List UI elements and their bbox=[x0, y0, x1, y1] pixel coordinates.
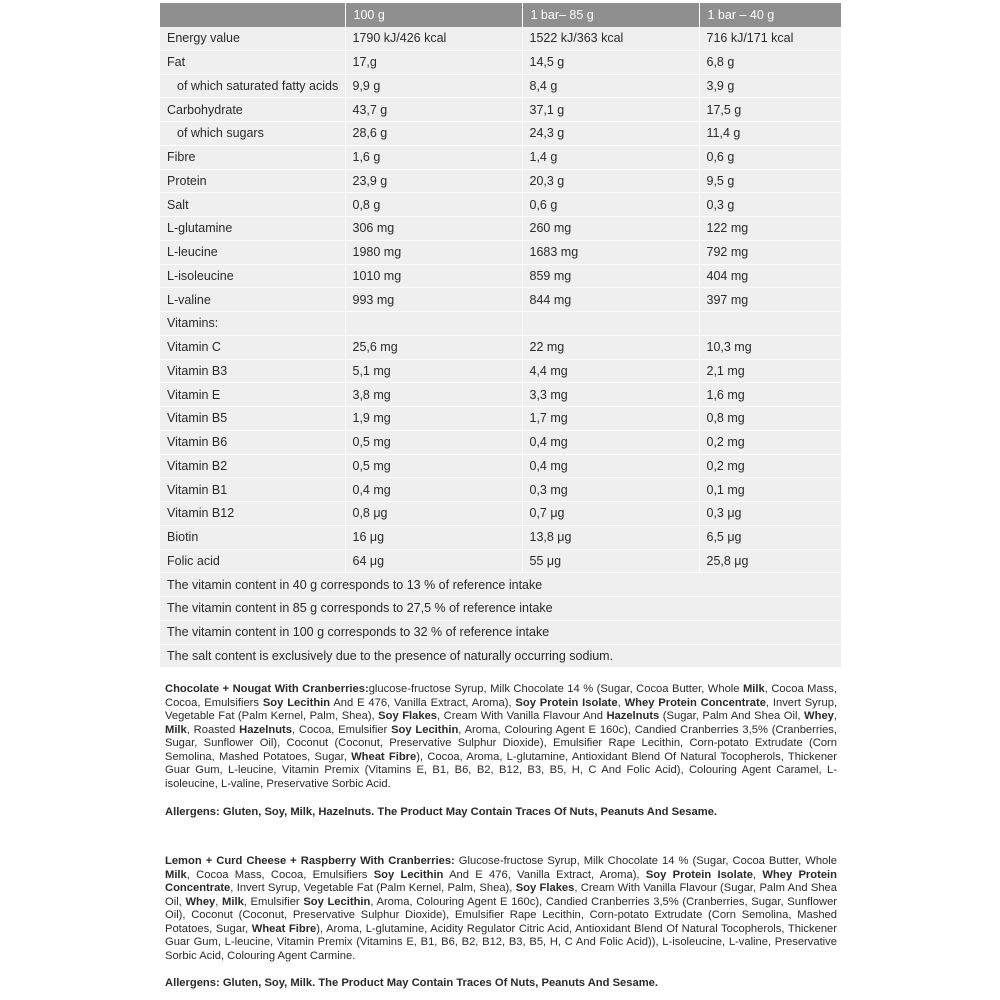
note-row bbox=[160, 573, 841, 597]
value-100g: 23,9 g bbox=[345, 169, 522, 193]
ingredient-highlight: Soy Lecithin bbox=[391, 723, 459, 736]
ingredient-highlight: Soy Flakes bbox=[378, 710, 438, 722]
value-100g: 993 mg bbox=[345, 288, 522, 312]
ingredient-text: , Invert Syrup, Vegetable Fat (Palm Kernel, Palm, Shea), bbox=[165, 696, 838, 722]
value-85g: 24,3 g bbox=[522, 122, 699, 146]
value-40g: 397 mg bbox=[699, 288, 841, 312]
table-row bbox=[160, 335, 841, 359]
value-100g: 0,8 g bbox=[345, 193, 522, 217]
table-row bbox=[160, 383, 841, 407]
nutrition-table bbox=[160, 3, 842, 668]
value-85g: 0,4 mg bbox=[522, 454, 699, 478]
value-100g: 1,6 g bbox=[345, 145, 522, 169]
table-row bbox=[160, 407, 841, 431]
value-40g: 2,1 mg bbox=[699, 359, 841, 383]
value-100g: 64 μg bbox=[345, 549, 522, 573]
value-40g: 404 mg bbox=[699, 264, 841, 288]
ingredient-text: , Aroma, Colouring Agent E 160c), Candied Cranberries 3,5% (Cranberries, Sugar, Sunflower Oil), Coconut (Coconut, Preservative Sulphur Dioxide), Emulsifier Rape Lecithin, Corn-potato Extrudate (Corn Semolina, Mashed Potatoes, Sugar, bbox=[165, 723, 838, 763]
row-label: Vitamin B1 bbox=[160, 478, 345, 502]
row-label: Biotin bbox=[160, 525, 345, 549]
ingredient-highlight: Lemon + Curd Cheese + Raspberry With Cranberries: bbox=[165, 855, 455, 867]
row-label: L-valine bbox=[160, 288, 345, 312]
ingredient-highlight: Hazelnuts bbox=[606, 710, 660, 722]
ingredient-text: , Cream With Vanilla Flavour And bbox=[437, 710, 607, 722]
value-40g: 9,5 g bbox=[699, 169, 841, 193]
table-row bbox=[160, 240, 841, 264]
table-row bbox=[160, 454, 841, 478]
ingredient-text: , Emulsifier bbox=[243, 895, 304, 908]
table-row bbox=[160, 145, 841, 169]
table-note: The salt content is exclusively due to the presence of naturally occurring sodium. bbox=[160, 644, 841, 668]
value-100g: 3,8 mg bbox=[345, 383, 522, 407]
value-40g: 0,2 mg bbox=[699, 454, 841, 478]
ingredient-text: , bbox=[833, 710, 837, 722]
row-label: Vitamin E bbox=[160, 383, 345, 407]
ingredient-text: , Invert Syrup, Vegetable Fat (Palm Kernel, Palm, Shea), bbox=[230, 882, 516, 894]
row-label: of which saturated fatty acids bbox=[160, 74, 345, 98]
value-40g: 792 mg bbox=[699, 240, 841, 264]
value-85g: 14,5 g bbox=[522, 50, 699, 74]
value-40g: 0,6 g bbox=[699, 145, 841, 169]
value-85g: 4,4 mg bbox=[522, 359, 699, 383]
value-85g: 0,6 g bbox=[522, 193, 699, 217]
value-100g: 0,8 μg bbox=[345, 502, 522, 526]
row-label: Carbohydrate bbox=[160, 98, 345, 122]
ingredient-highlight: Wheat Fibre bbox=[251, 922, 317, 935]
table-row bbox=[160, 193, 841, 217]
value-40g bbox=[699, 312, 841, 336]
value-85g: 8,4 g bbox=[522, 74, 699, 98]
value-100g: 16 μg bbox=[345, 525, 522, 549]
table-row bbox=[160, 169, 841, 193]
value-40g: 17,5 g bbox=[699, 98, 841, 122]
value-100g: 0,4 mg bbox=[345, 478, 522, 502]
table-row bbox=[160, 122, 841, 146]
value-85g: 0,7 μg bbox=[522, 502, 699, 526]
value-40g: 0,1 mg bbox=[699, 478, 841, 502]
table-row bbox=[160, 288, 841, 312]
ingredient-highlight: Milk bbox=[165, 723, 187, 736]
ingredient-text: (Sugar, Palm And Shea Oil, bbox=[659, 710, 805, 722]
table-row bbox=[160, 50, 841, 74]
value-85g: 844 mg bbox=[522, 288, 699, 312]
row-label: Vitamin C bbox=[160, 335, 345, 359]
value-85g: 1683 mg bbox=[522, 240, 699, 264]
value-100g: 17,g bbox=[345, 50, 522, 74]
value-100g: 1,9 mg bbox=[345, 407, 522, 431]
table-row bbox=[160, 549, 841, 573]
value-40g: 122 mg bbox=[699, 217, 841, 241]
header-85g: 1 bar– 85 g bbox=[522, 3, 699, 27]
value-40g: 716 kJ/171 kcal bbox=[699, 27, 841, 50]
ingredient-text: , bbox=[215, 895, 223, 908]
ingredient-highlight: Milk bbox=[222, 895, 244, 908]
value-40g: 11,4 g bbox=[699, 122, 841, 146]
value-85g bbox=[522, 312, 699, 336]
table-row bbox=[160, 525, 841, 549]
ingredient-text: And E 476, Vanilla Extract, Aroma), bbox=[443, 868, 646, 881]
table-row bbox=[160, 430, 841, 454]
ingredient-highlight: Chocolate + Nougat With Cranberries: bbox=[165, 683, 369, 695]
value-85g: 3,3 mg bbox=[522, 383, 699, 407]
table-row bbox=[160, 478, 841, 502]
value-100g: 1790 kJ/426 kcal bbox=[345, 27, 522, 50]
table-note: The vitamin content in 85 g corresponds to 27,5 % of reference intake bbox=[160, 597, 841, 621]
ingredient-text: Glucose-fructose Syrup, Milk Chocolate 14 % (Sugar, Cocoa Butter, Whole bbox=[454, 855, 837, 867]
ingredient-highlight: Whey Protein Concentrate bbox=[165, 868, 837, 894]
row-label: L-glutamine bbox=[160, 217, 345, 241]
row-label: Vitamin B3 bbox=[160, 359, 345, 383]
row-label: Vitamin B6 bbox=[160, 430, 345, 454]
ingredient-highlight: Soy Flakes bbox=[515, 882, 575, 894]
table-row bbox=[160, 98, 841, 122]
note-row bbox=[160, 644, 841, 668]
value-100g bbox=[345, 312, 522, 336]
value-85g: 20,3 g bbox=[522, 169, 699, 193]
ingredient-text: , bbox=[617, 696, 625, 709]
row-label: Vitamin B12 bbox=[160, 502, 345, 526]
value-85g: 260 mg bbox=[522, 217, 699, 241]
table-header-row bbox=[160, 3, 841, 27]
value-40g: 0,3 μg bbox=[699, 502, 841, 526]
header-100g: 100 g bbox=[345, 3, 522, 27]
value-40g: 6,8 g bbox=[699, 50, 841, 74]
value-100g: 1010 mg bbox=[345, 264, 522, 288]
value-85g: 1,7 mg bbox=[522, 407, 699, 431]
table-note: The vitamin content in 100 g corresponds to 32 % of reference intake bbox=[160, 620, 841, 644]
ingredient-highlight: Whey bbox=[185, 895, 216, 908]
row-label: of which sugars bbox=[160, 122, 345, 146]
value-100g: 43,7 g bbox=[345, 98, 522, 122]
value-85g: 22 mg bbox=[522, 335, 699, 359]
value-100g: 9,9 g bbox=[345, 74, 522, 98]
table-row bbox=[160, 217, 841, 241]
ingredient-highlight: Soy Lecithin bbox=[303, 895, 371, 908]
value-85g: 13,8 μg bbox=[522, 525, 699, 549]
row-label: Fat bbox=[160, 50, 345, 74]
ingredient-text: , bbox=[752, 868, 763, 881]
value-100g: 5,1 mg bbox=[345, 359, 522, 383]
row-label: Energy value bbox=[160, 27, 345, 50]
row-label: Vitamin B2 bbox=[160, 454, 345, 478]
ingredient-text: , Roasted bbox=[186, 723, 240, 736]
row-label: L-leucine bbox=[160, 240, 345, 264]
ingredient-text: glucose-fructose Syrup, Milk Chocolate 14 % (Sugar, Cocoa Butter, Whole bbox=[368, 683, 743, 695]
table-row bbox=[160, 74, 841, 98]
value-85g: 0,3 mg bbox=[522, 478, 699, 502]
row-label: Salt bbox=[160, 193, 345, 217]
note-row bbox=[160, 620, 841, 644]
ingredient-highlight: Soy Protein Isolate bbox=[515, 696, 618, 709]
table-row bbox=[160, 27, 841, 50]
value-100g: 25,6 mg bbox=[345, 335, 522, 359]
header-label-col bbox=[160, 3, 345, 27]
row-label: Vitamins: bbox=[160, 312, 345, 336]
value-85g: 1522 kJ/363 kcal bbox=[522, 27, 699, 50]
value-85g: 0,4 mg bbox=[522, 430, 699, 454]
value-40g: 10,3 mg bbox=[699, 335, 841, 359]
note-row bbox=[160, 597, 841, 621]
ingredient-text: , Cocoa Mass, Cocoa, Emulsifiers bbox=[186, 868, 374, 881]
value-85g: 1,4 g bbox=[522, 145, 699, 169]
ingredient-highlight: Soy Lecithin bbox=[373, 868, 444, 881]
value-40g: 0,8 mg bbox=[699, 407, 841, 431]
ingredient-highlight: Whey Protein Concentrate bbox=[624, 696, 766, 709]
table-row bbox=[160, 502, 841, 526]
value-40g: 25,8 μg bbox=[699, 549, 841, 573]
row-label: Folic acid bbox=[160, 549, 345, 573]
value-40g: 0,3 g bbox=[699, 193, 841, 217]
ingredient-highlight: Whey bbox=[804, 710, 834, 722]
ingredient-text: ), Cocoa, Aroma, L-glutamine, Antioxidant Blend Of Natural Tocopherols, Thickener Guar Gum, L-leucine, Vitamin Premix (Vitamins E, B1, B6, B2, B12, B3, B5, H, C And Folic Acid), Colouring Agent Caramel, L-isoleucine, L-valine, Preservative Sorbic Acid. bbox=[165, 750, 837, 790]
value-40g: 0,2 mg bbox=[699, 430, 841, 454]
value-40g: 3,9 g bbox=[699, 74, 841, 98]
ingredient-highlight: Soy Protein Isolate bbox=[645, 868, 753, 881]
value-100g: 306 mg bbox=[345, 217, 522, 241]
value-100g: 0,5 mg bbox=[345, 430, 522, 454]
row-label: Vitamin B5 bbox=[160, 407, 345, 431]
value-40g: 1,6 mg bbox=[699, 383, 841, 407]
value-85g: 859 mg bbox=[522, 264, 699, 288]
ingredient-text: ), Aroma, L-glutamine, Acidity Regulator Citric Acid, Antioxidant Blend Of Natural Tocopherols, Thickener Guar Gum, L-leucine, Vitamin Premix (Vitamins E, B1, B6, B2, B12, B3, B5, H, C And Folic Acid)), L-isoleucine, L-valine, Preservative Sorbic Acid, Colouring Agent Carmine. bbox=[165, 922, 837, 962]
table-row bbox=[160, 312, 841, 336]
value-40g: 6,5 μg bbox=[699, 525, 841, 549]
row-label: L-isoleucine bbox=[160, 264, 345, 288]
table-row bbox=[160, 359, 841, 383]
ingredients-chocolate-nougat bbox=[165, 683, 837, 791]
allergens-chocolate-nougat: Allergens: Gluten, Soy, Milk, Hazelnuts. The Product May Contain Traces Of Nuts, Peanuts And Sesame. bbox=[165, 806, 718, 818]
row-label: Protein bbox=[160, 169, 345, 193]
ingredient-highlight: Milk bbox=[165, 868, 187, 881]
ingredient-highlight: Soy Lecithin bbox=[262, 696, 331, 709]
value-85g: 37,1 g bbox=[522, 98, 699, 122]
allergens-lemon-curd: Allergens: Gluten, Soy, Milk. The Product May Contain Traces Of Nuts, Peanuts And Sesame. bbox=[165, 977, 658, 989]
value-100g: 0,5 mg bbox=[345, 454, 522, 478]
ingredients-lemon-curd bbox=[165, 855, 837, 963]
ingredient-text: , Cream With Vanilla Flavour (Sugar, Palm And Shea Oil, bbox=[165, 882, 837, 908]
table-row bbox=[160, 264, 841, 288]
table-note: The vitamin content in 40 g corresponds to 13 % of reference intake bbox=[160, 573, 841, 597]
row-label: Fibre bbox=[160, 145, 345, 169]
value-100g: 28,6 g bbox=[345, 122, 522, 146]
value-100g: 1980 mg bbox=[345, 240, 522, 264]
ingredient-text: , Aroma, Colouring Agent E 160c), Candied Cranberries 3,5% (Cranberries, Sugar, Sunflower Oil), Coconut (Coconut, Preservative Sulphur Dioxide), Emulsifier Rape Lecithin, Corn-potato Extrudate (Corn Semolina, Mashed Potatoes, Sugar, bbox=[165, 895, 838, 935]
ingredient-text: , Cocoa Mass, Cocoa, Emulsifiers bbox=[165, 683, 837, 709]
ingredient-highlight: Wheat Fibre bbox=[351, 750, 417, 763]
ingredient-highlight: Milk bbox=[742, 683, 765, 695]
ingredient-highlight: Hazelnuts bbox=[239, 723, 292, 736]
header-40g: 1 bar – 40 g bbox=[699, 3, 841, 27]
ingredient-text: And E 476, Vanilla Extract, Aroma), bbox=[330, 696, 516, 709]
ingredient-text: , Cocoa, Emulsifier bbox=[292, 723, 392, 736]
value-85g: 55 μg bbox=[522, 549, 699, 573]
